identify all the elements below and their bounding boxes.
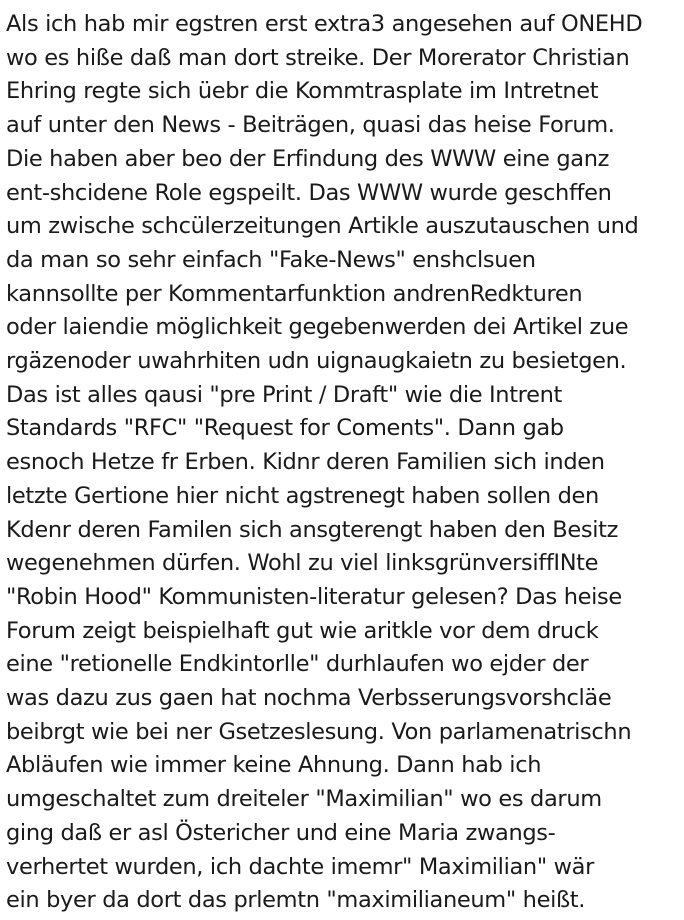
- text-line: ent-shcidene Role egspeilt. Das WWW wurde geschffen: [6, 179, 612, 206]
- text-line: Die haben aber beo der Erfindung des WWW eine ganz: [6, 145, 610, 172]
- text-line: "Robin Hood" Kommunisten-literatur gelesen? Das heise: [6, 583, 622, 610]
- text-line: esnoch Hetze fr Erben. Kidnr deren Familien sich inden: [6, 449, 605, 476]
- text-line: wegenehmen dürfen. Wohl zu viel linksgrünversiffINte: [6, 550, 599, 577]
- text-line: ein byer da dort das prlemtn "maximilianeum" heißt.: [6, 887, 586, 914]
- text-line: eine "retionelle Endkintorlle" durhlaufen wo ejder der: [6, 651, 589, 678]
- text-line: beibrgt wie bei ner Gsetzeslesung. Von parlamenatrischn: [6, 718, 632, 745]
- text-line: wo es hiße daß man dort streike. Der Morerator Christian: [6, 44, 630, 71]
- text-line: verhertet wurden, ich dachte imemr" Maximilian" wär: [6, 853, 595, 880]
- text-line: was dazu zus gaen hat nochma Verbsserungsvorshcläe: [6, 685, 612, 712]
- text-line: letzte Gertione hier nicht agstrenegt haben sollen den: [6, 482, 599, 509]
- text-line: Kdenr deren Familen sich ansgterengt haben den Besitz: [6, 516, 619, 543]
- text-line: Standards "RFC" "Request for Coments". Dann gab: [6, 415, 564, 442]
- text-line: auf unter den News - Beiträgen, quasi das heise Forum.: [6, 112, 615, 139]
- text-line: Ehring regte sich üebr die Kommtrasplate im Intretnet: [6, 78, 599, 105]
- text-line: rgäzenoder uwahrhiten udn uignaugkaietn zu besietgen.: [6, 348, 627, 375]
- text-line: oder laiendie möglichkeit gegebenwerden dei Artikel zue: [6, 314, 629, 341]
- text-line: um zwische schcülerzeitungen Artikle auszutauschen und: [6, 213, 639, 240]
- text-line: Forum zeigt beispielhaft gut wie aritkle vor dem druck: [6, 617, 599, 644]
- text-line: Als ich hab mir egstren erst extra3 angesehen auf ONEHD: [6, 11, 643, 37]
- text-paragraph: [6, 8, 678, 918]
- text-line: da man so sehr einfach "Fake-News" enshclsuen: [6, 246, 536, 273]
- text-line: kannsollte per Kommentarfunktion andrenRedkturen: [6, 280, 583, 307]
- text-line: umgeschaltet zum dreiteler "Maximilian" wo es darum: [6, 786, 602, 813]
- text-line: ging daß er asl Östericher und eine Maria zwangs-: [6, 819, 556, 846]
- text-line: Abläufen wie immer keine Ahnung. Dann hab ich: [6, 752, 542, 779]
- text-line: Das ist alles qausi "pre Print / Draft" wie die Intrent: [6, 381, 562, 408]
